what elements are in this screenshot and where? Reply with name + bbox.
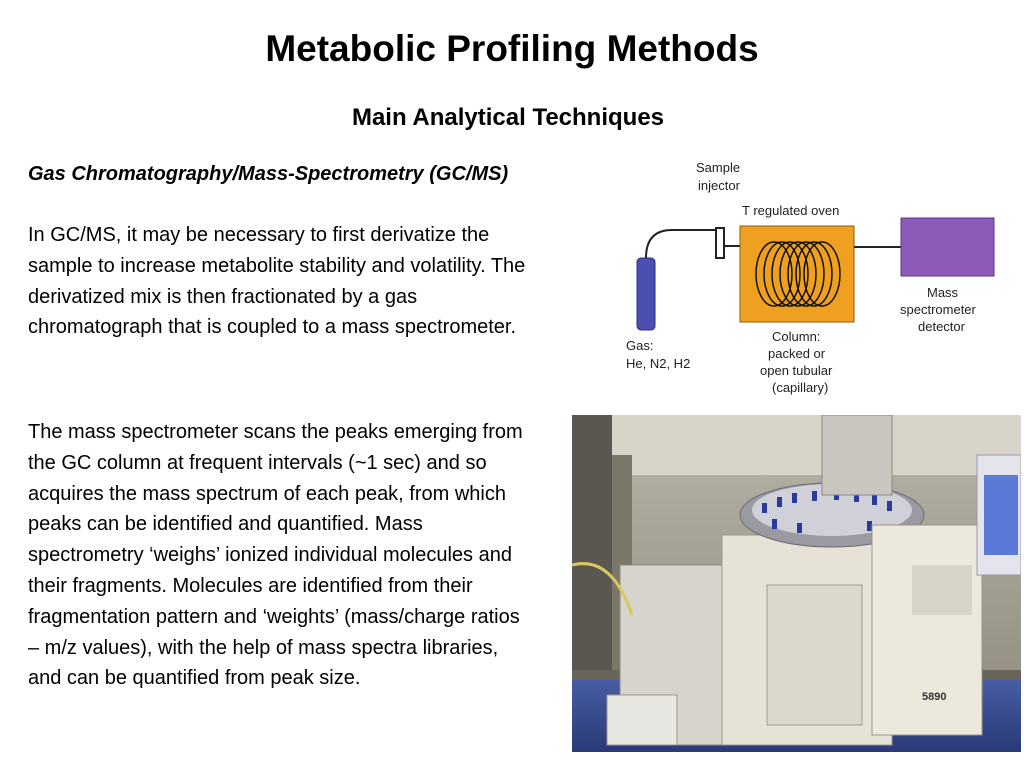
gcms-instrument-photo — [572, 415, 1021, 752]
gas-cylinder — [637, 258, 655, 330]
detector-label-line2: spectrometer — [900, 302, 976, 317]
gas-label-line1: Gas: — [626, 338, 654, 353]
slide-subtitle: Main Analytical Techniques — [351, 104, 665, 131]
gas-line — [646, 230, 715, 258]
injector-label-line1: Sample — [696, 160, 741, 175]
detector-label-line3: detector — [918, 319, 965, 334]
column-label-line4: (capillary) — [772, 380, 829, 395]
oven — [740, 226, 854, 322]
detector-label-line1: Mass — [927, 285, 959, 300]
instrument-label: 5890 — [922, 691, 947, 703]
paragraph-mass-spectrometry: The mass spectrometer scans the peaks emerging from the GC column at frequent intervals (~1 sec) and so acquires the mass spectrum of each peak, from which peaks can be identified and quantified. Mass spectrometry ‘weighs’ ionized individual molecules and their fragments. Molecules are identified from their fragmentation pattern and ‘weights’ (mass/charge ratios – m/z values), with the help of mass spectra libraries, and can be quantified from peak size. — [28, 421, 523, 690]
gcms-schematic-diagram — [590, 150, 1020, 405]
sample-injector — [716, 228, 724, 258]
injector-label-line2: injector — [698, 178, 740, 193]
paragraph-derivatization: In GC/MS, it may be necessary to first derivatize the sample to increase metabolite stability and volatility. The derivatized mix is then fractionated by a gas chromatograph that is coupled to a mass spectrometer. — [28, 224, 526, 339]
section-heading: Gas Chromatography/Mass-Spectrometry (GC/MS) — [28, 163, 509, 185]
slide-title: Metabolic Profiling Methods — [265, 28, 759, 69]
gas-label-line2: He, N2, H2 — [626, 356, 691, 371]
column-label-line2: packed or — [768, 346, 826, 361]
column-label-line3: open tubular — [760, 363, 833, 378]
ms-detector — [901, 218, 994, 276]
column-label-line1: Column: — [772, 329, 821, 344]
oven-label: T regulated oven — [742, 203, 840, 218]
